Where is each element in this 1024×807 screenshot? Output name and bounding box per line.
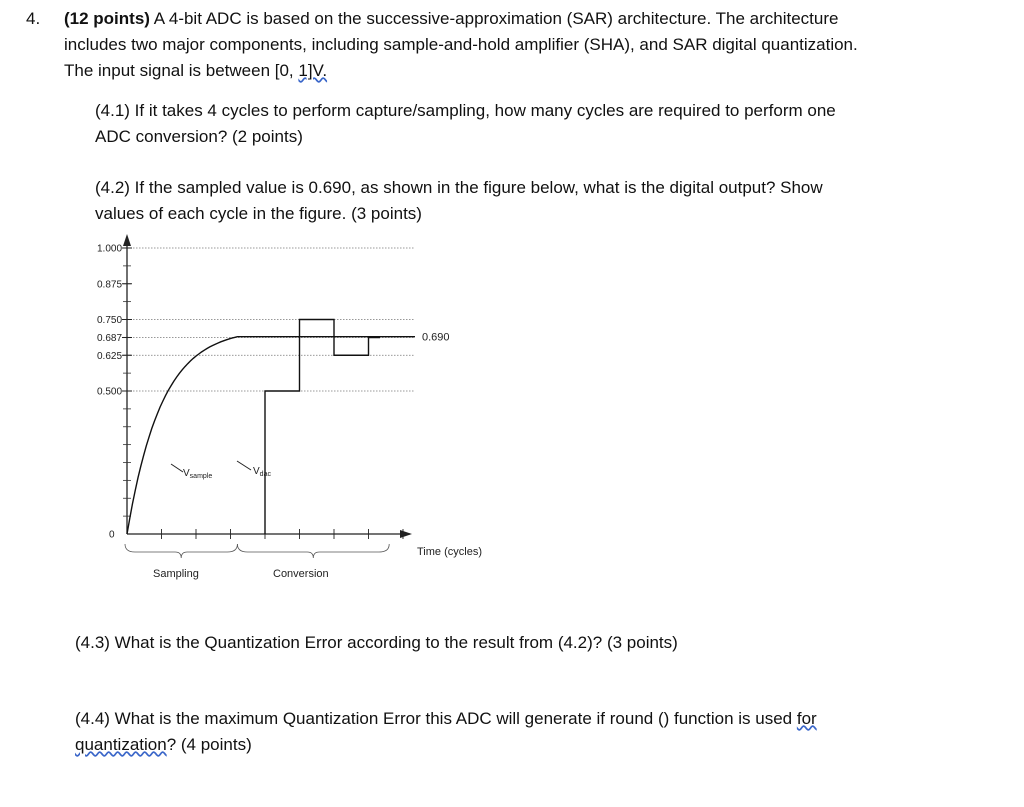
q44-for: for bbox=[796, 709, 817, 728]
question-text-line3: The input signal is between [0, bbox=[64, 61, 299, 80]
sampled-value-label: 0.690 bbox=[422, 331, 450, 344]
q41-line1: (4.1) If it takes 4 cycles to perform capture/sampling, how many cycles are required to perform one bbox=[95, 101, 836, 120]
v-dac-pointer bbox=[237, 461, 251, 470]
conversion-label: Conversion bbox=[273, 568, 329, 580]
v-dac-staircase bbox=[265, 320, 380, 535]
conversion-brace bbox=[237, 544, 389, 558]
q41-line2: ADC conversion? (2 points) bbox=[95, 127, 303, 146]
v-dac-subscript: dac bbox=[259, 471, 271, 478]
x-axis-arrow bbox=[400, 530, 412, 538]
question-number: 4. bbox=[26, 9, 41, 28]
x-axis-label: Time (cycles) bbox=[417, 546, 482, 558]
input-range-end: 1]V. bbox=[298, 61, 328, 80]
v-sample-curve bbox=[127, 337, 415, 534]
v-sample-subscript: sample bbox=[189, 473, 213, 480]
sub-question-4-2 bbox=[95, 175, 965, 227]
y-tick-label-1-000: 1.000 bbox=[97, 243, 123, 255]
y-tick-label-0-500: 0.500 bbox=[97, 386, 123, 398]
q44-line1: (4.4) What is the maximum Quantization Error this ADC will generate if round () function is used bbox=[75, 709, 797, 728]
y-tick-label-0: 0 bbox=[109, 529, 115, 541]
y-tick-label-0-875: 0.875 bbox=[97, 279, 123, 291]
v-dac-label: $V_{dac}$ bbox=[253, 466, 271, 478]
question-4 bbox=[26, 6, 1006, 84]
question-body bbox=[64, 6, 1006, 84]
q44-suffix: ? (4 points) bbox=[166, 735, 252, 754]
y-tick-label-0-750: 0.750 bbox=[97, 315, 123, 326]
v-sample-pointer bbox=[171, 464, 183, 472]
q42-line1: (4.2) If the sampled value is 0.690, as shown in the figure below, what is the digital output? Show bbox=[95, 178, 823, 197]
sub-question-4-3 bbox=[75, 630, 1005, 656]
y-tick-label-0-687: 0.687 bbox=[97, 333, 123, 345]
question-text-line1: A 4-bit ADC is based on the successive-approximation (SAR) architecture. The architecture bbox=[149, 9, 839, 28]
sampling-brace bbox=[125, 544, 237, 558]
v-sample-label: $V_{sample}$ bbox=[183, 468, 213, 480]
q44-quantization: quantization bbox=[75, 735, 167, 754]
sar-chart bbox=[85, 228, 505, 588]
sampling-label: Sampling bbox=[153, 568, 199, 580]
q43-text: (4.3) What is the Quantization Error according to the result from (4.2)? (3 points) bbox=[75, 633, 678, 652]
y-axis-arrow bbox=[123, 234, 131, 246]
q42-line2: values of each cycle in the figure. (3 points) bbox=[95, 204, 422, 223]
question-points: (12 points) bbox=[64, 9, 150, 28]
y-tick-label-0-625: 0.625 bbox=[97, 350, 123, 362]
question-text-line2: includes two major components, including sample-and-hold amplifier (SHA), and SAR digital quantization. bbox=[64, 35, 858, 54]
sub-question-4-1 bbox=[95, 98, 965, 150]
sub-question-4-4 bbox=[75, 706, 990, 758]
sar-timing-figure bbox=[85, 228, 505, 593]
